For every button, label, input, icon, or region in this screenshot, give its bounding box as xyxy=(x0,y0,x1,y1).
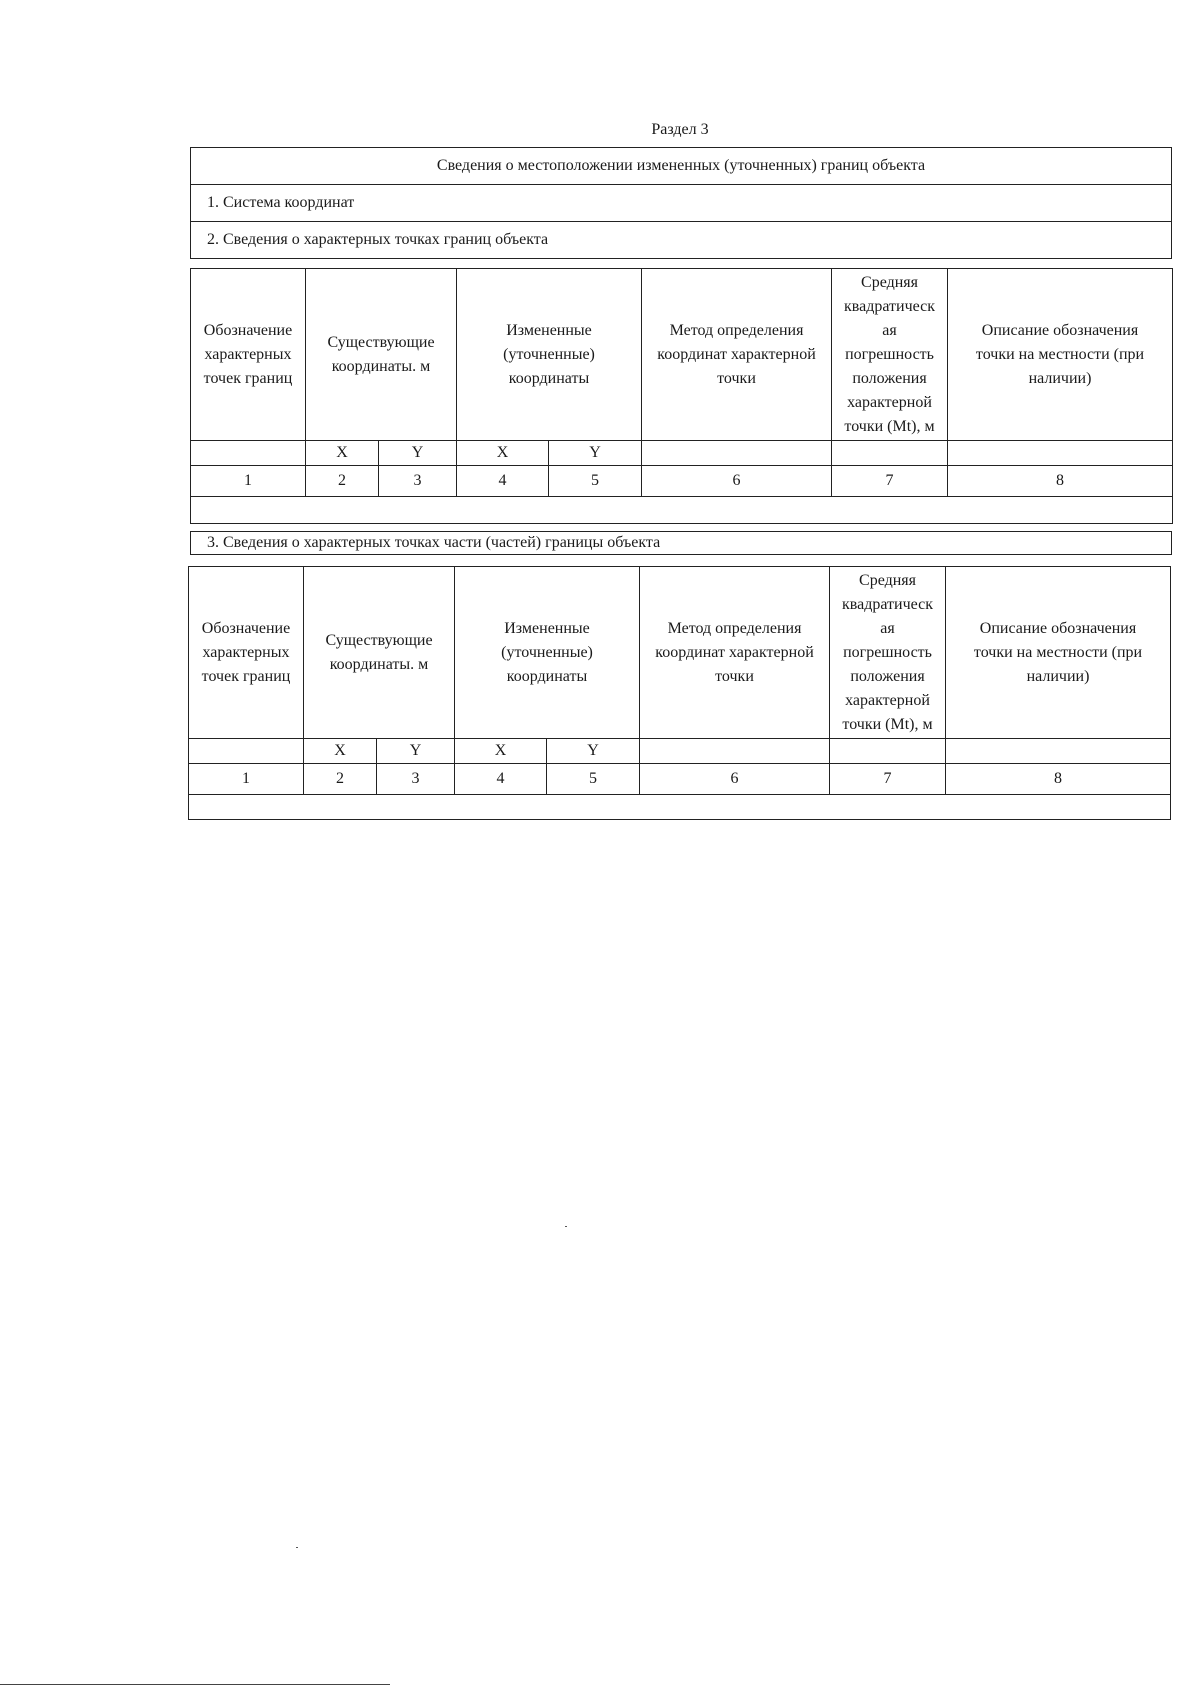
scan-edge-line xyxy=(0,1684,390,1685)
column-number: 7 xyxy=(832,466,948,497)
table-column-numbers-row xyxy=(189,764,1171,795)
column-number: 8 xyxy=(946,764,1171,795)
column-number: 5 xyxy=(549,466,642,497)
boundary-points-row xyxy=(191,222,1171,258)
changed-y-label: Y xyxy=(549,441,642,466)
header-point-description: Описание обозначения точки на местности (при наличии) xyxy=(948,269,1173,441)
table-header-row xyxy=(191,269,1173,441)
xy-cell-empty xyxy=(946,739,1171,764)
column-number: 7 xyxy=(830,764,946,795)
changed-x-label: X xyxy=(455,739,547,764)
column-number: 5 xyxy=(547,764,640,795)
column-number: 6 xyxy=(640,764,830,795)
existing-y-label: Y xyxy=(379,441,457,466)
header-changed-coordinates: Измененные (уточненные) координаты xyxy=(457,269,642,441)
table-column-numbers-row xyxy=(191,466,1173,497)
table-xy-row xyxy=(191,441,1173,466)
xy-cell-empty xyxy=(832,441,948,466)
header-point-description: Описание обозначения точки на местности (при наличии) xyxy=(946,567,1171,739)
header-existing-coordinates: Существующие координаты. м xyxy=(304,567,455,739)
coordinate-system-label: 1. Система координат xyxy=(207,194,355,211)
column-number: 2 xyxy=(304,764,377,795)
scan-speck xyxy=(296,1547,298,1548)
xy-cell-empty xyxy=(189,739,304,764)
existing-y-label: Y xyxy=(377,739,455,764)
part-boundary-points-table xyxy=(188,566,1171,820)
empty-data-cell xyxy=(189,795,1171,820)
existing-x-label: X xyxy=(306,441,379,466)
section-title: Раздел 3 xyxy=(651,121,709,138)
header-method: Метод определения координат характерной точки xyxy=(642,269,832,441)
scan-speck xyxy=(565,1226,567,1227)
boundary-info-box xyxy=(190,147,1172,259)
column-number: 1 xyxy=(189,764,304,795)
column-number: 4 xyxy=(455,764,547,795)
boundary-points-label: 2. Сведения о характерных точках границ объекта xyxy=(207,231,549,248)
changed-x-label: X xyxy=(457,441,549,466)
table-empty-data-row xyxy=(191,497,1173,524)
column-number: 8 xyxy=(948,466,1173,497)
existing-x-label: X xyxy=(304,739,377,764)
header-mean-square-error: Средняя квадратическ ая погрешность положения характерной точки (Mt), м xyxy=(832,269,948,441)
xy-cell-empty xyxy=(948,441,1173,466)
xy-cell-empty xyxy=(640,739,830,764)
xy-cell-empty xyxy=(830,739,946,764)
xy-cell-empty xyxy=(642,441,832,466)
column-number: 3 xyxy=(379,466,457,497)
column-number: 6 xyxy=(642,466,832,497)
header-existing-coordinates: Существующие координаты. м xyxy=(306,269,457,441)
table-xy-row xyxy=(189,739,1171,764)
table-empty-data-row xyxy=(189,795,1171,820)
header-point-designation: Обозначение характерных точек границ xyxy=(191,269,306,441)
header-point-designation: Обозначение характерных точек границ xyxy=(189,567,304,739)
empty-data-cell xyxy=(191,497,1173,524)
header-mean-square-error: Средняя квадратическ ая погрешность положения характерной точки (Mt), м xyxy=(830,567,946,739)
header-changed-coordinates: Измененные (уточненные) координаты xyxy=(455,567,640,739)
xy-cell-empty xyxy=(191,441,306,466)
part-boundary-points-label: 3. Сведения о характерных точках части (частей) границы объекта xyxy=(207,534,661,551)
header-method: Метод определения координат характерной точки xyxy=(640,567,830,739)
table-header-row xyxy=(189,567,1171,739)
column-number: 2 xyxy=(306,466,379,497)
boundary-info-title: Сведения о местоположении измененных (уточненных) границ объекта xyxy=(436,157,926,174)
column-number: 3 xyxy=(377,764,455,795)
boundary-points-table xyxy=(190,268,1173,524)
changed-y-label: Y xyxy=(547,739,640,764)
boundary-info-title-row xyxy=(191,148,1171,185)
column-number: 4 xyxy=(457,466,549,497)
coordinate-system-row xyxy=(191,185,1171,222)
part-boundary-points-box xyxy=(190,531,1172,555)
column-number: 1 xyxy=(191,466,306,497)
